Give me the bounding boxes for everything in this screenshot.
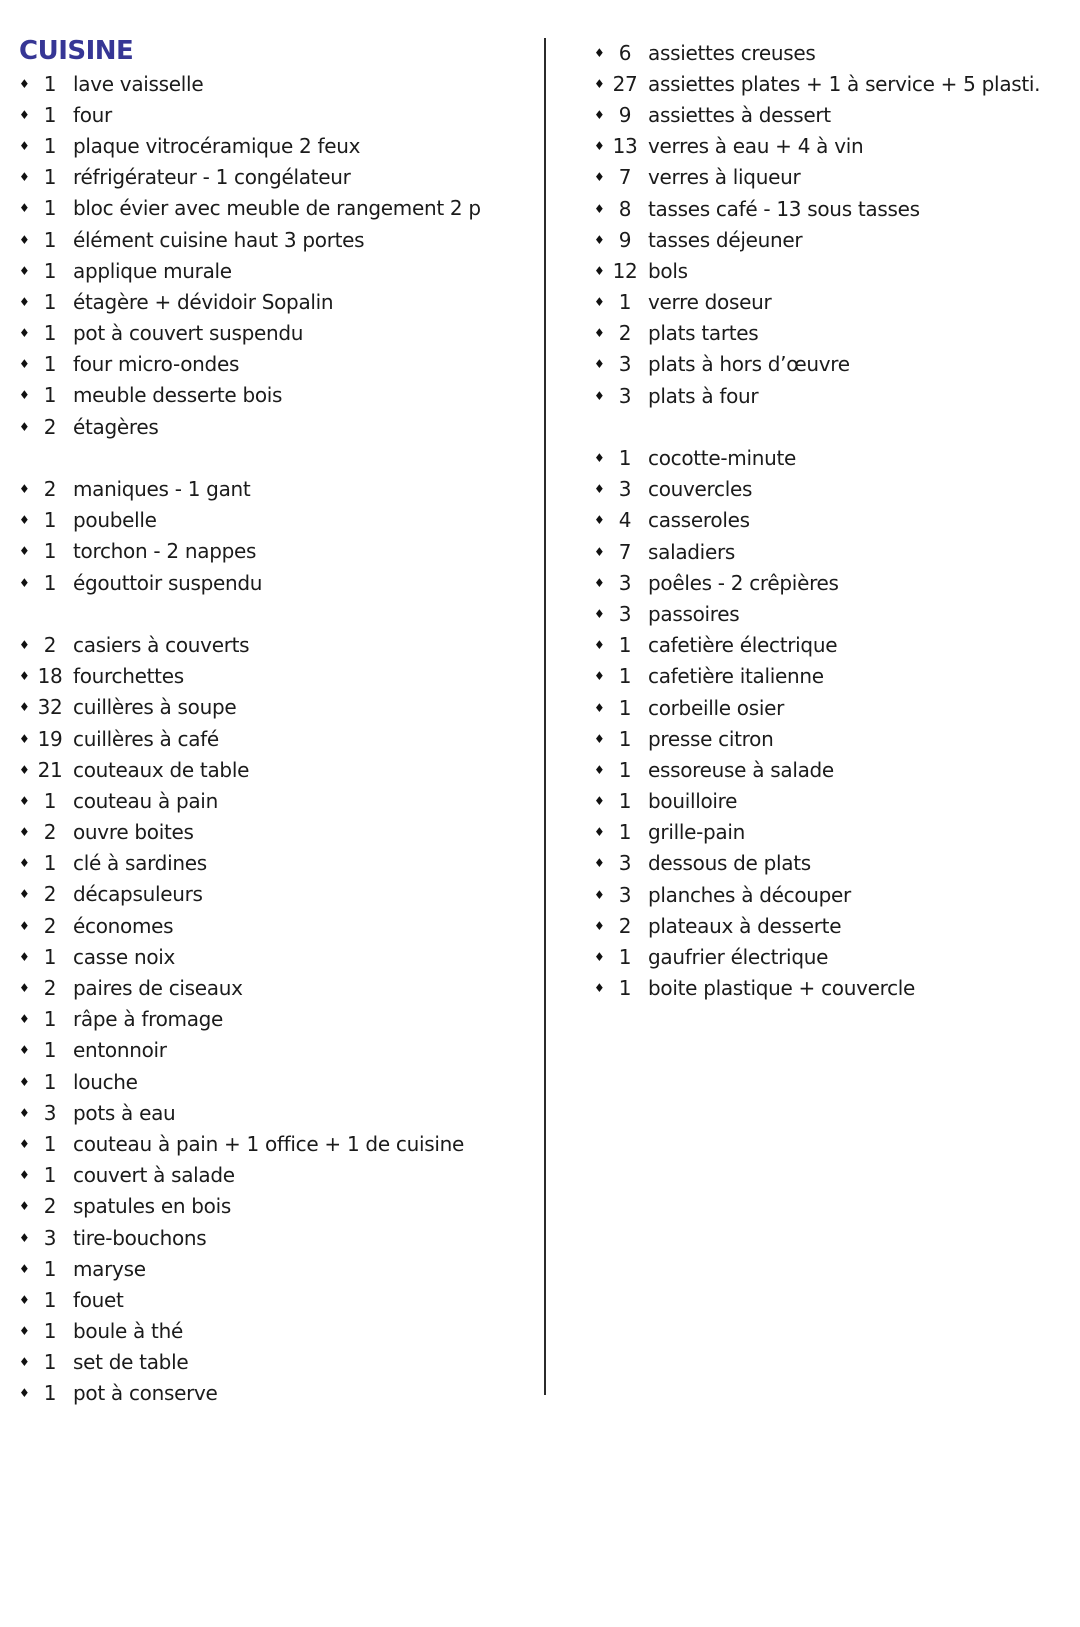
item-label: clé à sardines	[73, 851, 207, 876]
item-quantity: 3	[618, 352, 632, 377]
item-label: poubelle	[73, 508, 157, 533]
item-quantity: 1	[43, 1350, 57, 1375]
list-item	[15, 473, 530, 504]
item-quantity: 1	[618, 976, 632, 1001]
item-label: cafetière électrique	[648, 633, 838, 658]
item-quantity: 13	[612, 134, 638, 159]
item-label: pot à couvert suspendu	[73, 321, 304, 346]
item-label: fourchettes	[73, 664, 184, 689]
list-item	[15, 910, 530, 941]
list-item	[15, 68, 530, 99]
list-item	[590, 661, 1070, 692]
list-item	[15, 817, 530, 848]
item-label: louche	[73, 1069, 138, 1094]
diamond-bullet-icon: ♦	[19, 731, 30, 746]
item-quantity: 1	[43, 539, 57, 564]
item-quantity: 1	[43, 788, 57, 813]
right-column	[590, 37, 1070, 1004]
diamond-bullet-icon: ♦	[594, 295, 605, 310]
item-quantity: 1	[618, 290, 632, 315]
item-quantity: 2	[43, 1194, 57, 1219]
list-item	[15, 1222, 530, 1253]
item-quantity: 3	[618, 851, 632, 876]
item-label: économes	[73, 913, 174, 938]
diamond-bullet-icon: ♦	[19, 1199, 30, 1214]
diamond-bullet-icon: ♦	[594, 451, 605, 466]
item-label: casiers à couverts	[73, 632, 250, 657]
list-item	[15, 754, 530, 785]
diamond-bullet-icon: ♦	[594, 638, 605, 653]
item-label: couvercles	[648, 477, 753, 502]
diamond-bullet-icon: ♦	[594, 856, 605, 871]
list-item	[15, 505, 530, 536]
item-quantity: 1	[43, 258, 57, 283]
diamond-bullet-icon: ♦	[19, 419, 30, 434]
list-item	[590, 848, 1070, 879]
item-label: plats à hors d’œuvre	[648, 352, 850, 377]
diamond-bullet-icon: ♦	[19, 637, 30, 652]
diamond-bullet-icon: ♦	[19, 1136, 30, 1151]
item-quantity: 1	[43, 1287, 57, 1312]
list-item	[590, 536, 1070, 567]
diamond-bullet-icon: ♦	[594, 794, 605, 809]
diamond-bullet-icon: ♦	[19, 1324, 30, 1339]
list-item	[590, 817, 1070, 848]
item-quantity: 1	[43, 289, 57, 314]
item-quantity: 21	[37, 757, 63, 782]
item-label: grille-pain	[648, 820, 745, 845]
item-label: essoreuse à salade	[648, 757, 834, 782]
item-label: plats tartes	[648, 321, 759, 346]
list-item	[15, 785, 530, 816]
item-label: couteaux de table	[73, 757, 250, 782]
list-item	[15, 1160, 530, 1191]
diamond-bullet-icon: ♦	[594, 950, 605, 965]
list-item	[590, 68, 1070, 99]
item-quantity: 1	[618, 664, 632, 689]
diamond-bullet-icon: ♦	[19, 1168, 30, 1183]
diamond-bullet-icon: ♦	[19, 513, 30, 528]
item-quantity: 2	[43, 882, 57, 907]
list-item	[590, 474, 1070, 505]
list-item	[15, 193, 530, 224]
item-label: décapsuleurs	[73, 882, 203, 907]
list-item	[590, 37, 1070, 68]
diamond-bullet-icon: ♦	[19, 1043, 30, 1058]
item-label: verres à eau + 4 à vin	[648, 134, 864, 159]
item-label: cuillères à café	[73, 726, 219, 751]
diamond-bullet-icon: ♦	[19, 1386, 30, 1401]
item-quantity: 1	[43, 227, 57, 252]
diamond-bullet-icon: ♦	[594, 357, 605, 372]
item-label: four micro-ondes	[73, 352, 240, 377]
right-item-list	[590, 37, 1070, 1004]
diamond-bullet-icon: ♦	[19, 1012, 30, 1027]
item-quantity: 7	[618, 165, 632, 190]
item-quantity: 6	[618, 40, 632, 65]
diamond-bullet-icon: ♦	[594, 513, 605, 528]
list-item	[590, 598, 1070, 629]
item-quantity: 18	[37, 664, 63, 689]
item-quantity: 1	[618, 726, 632, 751]
item-label: set de table	[73, 1350, 189, 1375]
diamond-bullet-icon: ♦	[594, 918, 605, 933]
item-label: tire-bouchons	[73, 1225, 207, 1250]
item-label: cocotte-minute	[648, 446, 797, 471]
item-quantity: 1	[43, 1256, 57, 1281]
item-label: cuillères à soupe	[73, 695, 237, 720]
item-label: boite plastique + couvercle	[648, 976, 916, 1001]
item-label: passoires	[648, 601, 740, 626]
list-item	[15, 1035, 530, 1066]
item-quantity: 2	[43, 477, 57, 502]
item-quantity: 2	[43, 976, 57, 1001]
item-quantity: 1	[43, 944, 57, 969]
item-quantity: 12	[612, 258, 638, 283]
item-quantity: 3	[618, 477, 632, 502]
list-item	[15, 629, 530, 660]
left-column	[15, 36, 530, 1409]
diamond-bullet-icon: ♦	[19, 138, 30, 153]
list-item	[590, 349, 1070, 380]
diamond-bullet-icon: ♦	[594, 981, 605, 996]
list-item	[590, 567, 1070, 598]
diamond-bullet-icon: ♦	[594, 45, 605, 60]
list-item	[15, 941, 530, 972]
item-label: fouet	[73, 1287, 124, 1312]
diamond-bullet-icon: ♦	[594, 669, 605, 684]
item-quantity: 1	[618, 820, 632, 845]
item-label: applique murale	[73, 258, 232, 283]
list-item	[15, 723, 530, 754]
diamond-bullet-icon: ♦	[19, 1105, 30, 1120]
item-quantity: 1	[43, 1069, 57, 1094]
item-quantity: 1	[43, 1131, 57, 1156]
item-quantity: 1	[43, 508, 57, 533]
item-label: poêles - 2 crêpières	[648, 570, 839, 595]
list-item	[590, 786, 1070, 817]
item-label: verre doseur	[648, 290, 772, 315]
diamond-bullet-icon: ♦	[19, 357, 30, 372]
diamond-bullet-icon: ♦	[19, 107, 30, 122]
item-quantity: 19	[37, 726, 63, 751]
item-label: maniques - 1 gant	[73, 477, 251, 502]
list-item	[590, 754, 1070, 785]
diamond-bullet-icon: ♦	[19, 669, 30, 684]
diamond-bullet-icon: ♦	[594, 107, 605, 122]
item-label: assiettes plates + 1 à service + 5 plasti.	[648, 71, 1041, 96]
item-label: tasses café - 13 sous tasses	[648, 196, 920, 221]
diamond-bullet-icon: ♦	[19, 170, 30, 185]
item-label: couteau à pain + 1 office + 1 de cuisine	[73, 1131, 464, 1156]
item-label: plaque vitrocéramique 2 feux	[73, 133, 361, 158]
diamond-bullet-icon: ♦	[594, 482, 605, 497]
item-label: plateaux à desserte	[648, 913, 842, 938]
item-label: presse citron	[648, 726, 774, 751]
list-item	[590, 193, 1070, 224]
item-quantity: 1	[43, 352, 57, 377]
item-label: assiettes à dessert	[648, 102, 831, 127]
item-quantity: 1	[43, 1163, 57, 1188]
item-label: ouvre boites	[73, 820, 194, 845]
diamond-bullet-icon: ♦	[594, 201, 605, 216]
diamond-bullet-icon: ♦	[19, 201, 30, 216]
item-label: entonnoir	[73, 1038, 167, 1063]
list-item	[15, 879, 530, 910]
item-label: râpe à fromage	[73, 1007, 224, 1032]
list-item	[590, 255, 1070, 286]
diamond-bullet-icon: ♦	[594, 544, 605, 559]
diamond-bullet-icon: ♦	[594, 263, 605, 278]
item-label: bloc évier avec meuble de rangement 2 p	[73, 196, 481, 221]
item-quantity: 9	[618, 102, 632, 127]
diamond-bullet-icon: ♦	[19, 825, 30, 840]
item-quantity: 1	[43, 383, 57, 408]
diamond-bullet-icon: ♦	[19, 856, 30, 871]
item-label: étagère + dévidoir Sopalin	[73, 289, 334, 314]
item-label: pot à conserve	[73, 1381, 218, 1406]
diamond-bullet-icon: ♦	[594, 388, 605, 403]
item-label: dessous de plats	[648, 851, 811, 876]
item-quantity: 1	[43, 321, 57, 346]
item-quantity: 1	[618, 757, 632, 782]
list-item	[15, 224, 530, 255]
list-item	[590, 380, 1070, 411]
list-item	[590, 162, 1070, 193]
item-quantity: 1	[43, 570, 57, 595]
list-item	[15, 567, 530, 598]
diamond-bullet-icon: ♦	[19, 700, 30, 715]
item-label: couteau à pain	[73, 788, 218, 813]
list-item	[590, 941, 1070, 972]
list-item	[590, 973, 1070, 1004]
item-quantity: 1	[618, 446, 632, 471]
list-item	[590, 99, 1070, 130]
diamond-bullet-icon: ♦	[594, 232, 605, 247]
item-quantity: 1	[618, 695, 632, 720]
diamond-bullet-icon: ♦	[19, 981, 30, 996]
item-quantity: 1	[43, 1007, 57, 1032]
item-label: casseroles	[648, 508, 750, 533]
item-quantity: 2	[43, 632, 57, 657]
item-label: tasses déjeuner	[648, 227, 803, 252]
item-label: pots à eau	[73, 1100, 176, 1125]
list-item	[15, 692, 530, 723]
list-item	[590, 505, 1070, 536]
diamond-bullet-icon: ♦	[19, 1230, 30, 1245]
item-label: étagères	[73, 414, 159, 439]
diamond-bullet-icon: ♦	[19, 887, 30, 902]
diamond-bullet-icon: ♦	[594, 326, 605, 341]
item-quantity: 3	[618, 882, 632, 907]
list-item	[590, 224, 1070, 255]
diamond-bullet-icon: ♦	[19, 388, 30, 403]
list-item	[590, 318, 1070, 349]
item-quantity: 1	[43, 165, 57, 190]
diamond-bullet-icon: ♦	[594, 700, 605, 715]
item-label: cafetière italienne	[648, 664, 824, 689]
item-quantity: 4	[618, 508, 632, 533]
list-item	[15, 1066, 530, 1097]
item-label: réfrigérateur - 1 congélateur	[73, 165, 351, 190]
item-quantity: 9	[618, 227, 632, 252]
item-quantity: 3	[618, 383, 632, 408]
list-item	[15, 162, 530, 193]
item-label: égouttoir suspendu	[73, 570, 263, 595]
diamond-bullet-icon: ♦	[19, 294, 30, 309]
item-quantity: 1	[618, 789, 632, 814]
list-item	[15, 130, 530, 161]
list-item	[15, 1191, 530, 1222]
item-label: meuble desserte bois	[73, 383, 283, 408]
list-item	[15, 380, 530, 411]
diamond-bullet-icon: ♦	[19, 482, 30, 497]
diamond-bullet-icon: ♦	[19, 575, 30, 590]
item-quantity: 8	[618, 196, 632, 221]
item-label: élément cuisine haut 3 portes	[73, 227, 365, 252]
list-item	[15, 1378, 530, 1409]
item-label: saladiers	[648, 539, 735, 564]
item-quantity: 3	[43, 1225, 57, 1250]
item-label: paires de ciseaux	[73, 976, 243, 1001]
list-item	[590, 692, 1070, 723]
diamond-bullet-icon: ♦	[19, 544, 30, 559]
list-item	[15, 1316, 530, 1347]
item-quantity: 7	[618, 539, 632, 564]
item-quantity: 1	[618, 945, 632, 970]
item-label: corbeille osier	[648, 695, 785, 720]
item-label: four	[73, 102, 112, 127]
diamond-bullet-icon: ♦	[19, 793, 30, 808]
item-label: bouilloire	[648, 789, 738, 814]
diamond-bullet-icon: ♦	[19, 232, 30, 247]
item-label: lave vaisselle	[73, 71, 204, 96]
item-quantity: 1	[618, 633, 632, 658]
list-item	[15, 848, 530, 879]
diamond-bullet-icon: ♦	[594, 887, 605, 902]
item-label: bols	[648, 258, 688, 283]
diamond-bullet-icon: ♦	[594, 606, 605, 621]
diamond-bullet-icon: ♦	[19, 918, 30, 933]
page-title: CUISINE	[19, 36, 134, 66]
list-item	[15, 536, 530, 567]
diamond-bullet-icon: ♦	[594, 76, 605, 91]
item-label: torchon - 2 nappes	[73, 539, 257, 564]
item-quantity: 1	[43, 102, 57, 127]
list-item	[15, 1347, 530, 1378]
list-item	[590, 442, 1070, 473]
list-item	[15, 1284, 530, 1315]
diamond-bullet-icon: ♦	[19, 1261, 30, 1276]
item-label: casse noix	[73, 944, 176, 969]
item-quantity: 2	[43, 820, 57, 845]
list-item	[15, 1097, 530, 1128]
column-divider	[544, 38, 546, 1395]
diamond-bullet-icon: ♦	[19, 949, 30, 964]
list-item	[15, 99, 530, 130]
list-item	[590, 879, 1070, 910]
diamond-bullet-icon: ♦	[594, 139, 605, 154]
diamond-bullet-icon: ♦	[594, 575, 605, 590]
list-item	[590, 910, 1070, 941]
item-label: spatules en bois	[73, 1194, 231, 1219]
item-label: gaufrier électrique	[648, 945, 829, 970]
item-label: verres à liqueur	[648, 165, 801, 190]
list-item	[15, 255, 530, 286]
item-quantity: 2	[618, 913, 632, 938]
diamond-bullet-icon: ♦	[19, 762, 30, 777]
item-label: plats à four	[648, 383, 759, 408]
item-quantity: 2	[618, 321, 632, 346]
list-item	[590, 131, 1070, 162]
list-item	[15, 1128, 530, 1159]
diamond-bullet-icon: ♦	[19, 263, 30, 278]
diamond-bullet-icon: ♦	[19, 1292, 30, 1307]
list-item	[15, 286, 530, 317]
list-item	[15, 661, 530, 692]
item-label: couvert à salade	[73, 1163, 235, 1188]
list-item	[590, 287, 1070, 318]
item-quantity: 3	[618, 601, 632, 626]
item-quantity: 2	[43, 414, 57, 439]
list-item	[590, 723, 1070, 754]
list-item	[15, 411, 530, 442]
item-label: maryse	[73, 1256, 146, 1281]
item-quantity: 1	[43, 71, 57, 96]
item-quantity: 1	[43, 851, 57, 876]
diamond-bullet-icon: ♦	[594, 731, 605, 746]
list-item	[590, 630, 1070, 661]
list-item	[15, 1004, 530, 1035]
item-label: assiettes creuses	[648, 40, 816, 65]
item-quantity: 2	[43, 913, 57, 938]
item-quantity: 1	[43, 1319, 57, 1344]
diamond-bullet-icon: ♦	[19, 1355, 30, 1370]
item-quantity: 1	[43, 1381, 57, 1406]
item-quantity: 1	[43, 196, 57, 221]
diamond-bullet-icon: ♦	[594, 170, 605, 185]
list-item	[15, 318, 530, 349]
item-quantity: 3	[43, 1100, 57, 1125]
list-item	[15, 1253, 530, 1284]
item-label: planches à découper	[648, 882, 851, 907]
item-quantity: 32	[37, 695, 63, 720]
left-item-list	[15, 68, 530, 1409]
diamond-bullet-icon: ♦	[19, 326, 30, 341]
item-quantity: 27	[612, 71, 638, 96]
diamond-bullet-icon: ♦	[19, 1074, 30, 1089]
diamond-bullet-icon: ♦	[19, 76, 30, 91]
item-label: boule à thé	[73, 1319, 183, 1344]
diamond-bullet-icon: ♦	[594, 825, 605, 840]
list-item	[15, 972, 530, 1003]
diamond-bullet-icon: ♦	[594, 762, 605, 777]
list-item	[15, 349, 530, 380]
item-quantity: 1	[43, 1038, 57, 1063]
item-quantity: 1	[43, 133, 57, 158]
item-quantity: 3	[618, 570, 632, 595]
